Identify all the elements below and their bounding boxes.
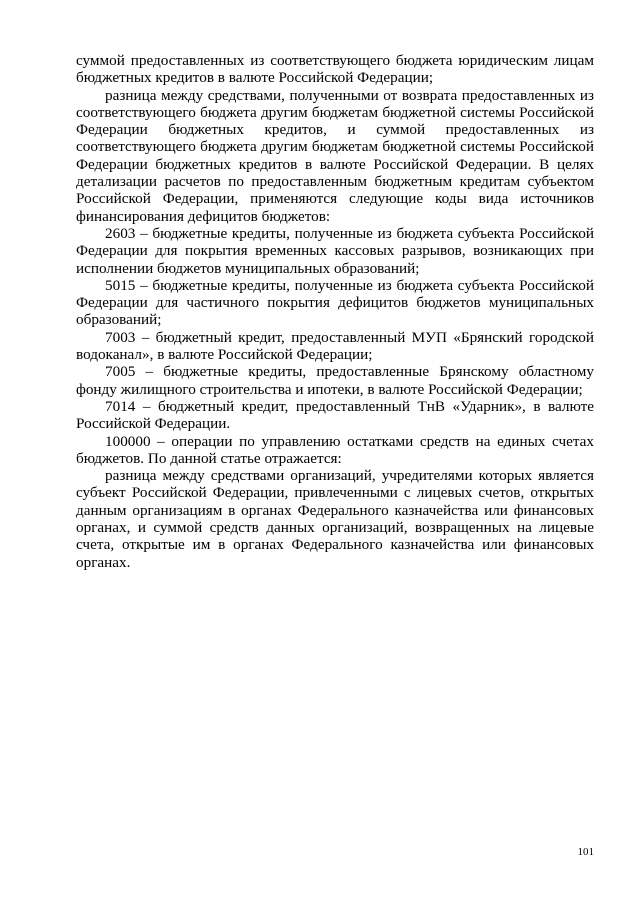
paragraph-4-code-5015: 5015 – бюджетные кредиты, полученные из бюджета субъекта Российской Федерации для частичного покрытия дефицитов бюджетов муниципальных образований; <box>76 276 594 329</box>
paragraph-7-code-7014: 7014 – бюджетный кредит, предоставленный ТнВ «Ударник», в валюте Российской Федерации. <box>76 397 594 433</box>
paragraph-3-code-2603: 2603 – бюджетные кредиты, полученные из бюджета субъекта Российской Федерации для покрытия временных кассовых разрывов, возникающих при исполнении бюджетов муниципальных образований; <box>76 224 594 277</box>
paragraph-8-code-100000: 100000 – операции по управлению остатками средств на единых счетах бюджетов. По данной статье отражается: <box>76 432 594 467</box>
paragraph-9: разница между средствами организаций, учредителями которых является субъект Российской Федерации, привлеченными с лицевых счетов, открытых данным организациям в органах Федерального казначейства или финансовых органах, и суммой средств данных организаций, возвращенных на лицевые счета, открытые им в органах Федерального казначейства или финансовых органах. <box>76 467 594 571</box>
paragraph-2: разница между средствами, полученными от возврата предоставленных из соответствующего бюджета другим бюджетам бюджетной системы Российской Федерации бюджетных кредитов, и суммой предоставленных из соответствующего бюджета другим бюджетам бюджетной системы Российской Федерации бюджетных кредитов в валюте Российской Федерации. В целях детализации расчетов по предоставленным бюджетным кредитам субъектом Российской Федерации, применяются следующие коды вида источников финансирования дефицитов бюджетов: <box>76 86 594 225</box>
paragraph-5-code-7003: 7003 – бюджетный кредит, предоставленный МУП «Брянский городской водоканал», в валюте Российской Федерации; <box>76 328 594 364</box>
page-number: 101 <box>577 846 594 858</box>
paragraph-6-code-7005: 7005 – бюджетные кредиты, предоставленные Брянскому областному фонду жилищного строительства и ипотеки, в валюте Российской Федерации; <box>76 363 594 398</box>
document-body <box>76 52 594 571</box>
paragraph-1: суммой предоставленных из соответствующего бюджета юридическим лицам бюджетных кредитов в валюте Российской Федерации; <box>76 52 594 87</box>
